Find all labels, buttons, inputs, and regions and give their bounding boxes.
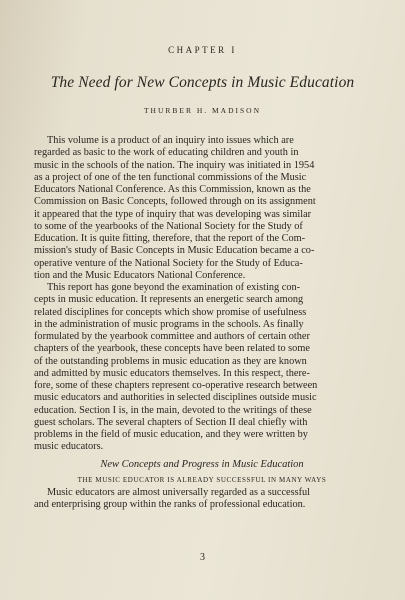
text-line: Commission on Basic Concepts, followed through on its assignment [34,196,316,208]
text-line: music in the schools of the nation. The inquiry was initiated in 1954 [34,159,315,171]
paragraph-1 [34,135,370,282]
chapter-label: CHAPTER I [168,45,237,55]
text-line: and admitted by music educators themselves. In this respect, there- [34,367,310,379]
text-line: it appeared that the type of inquiry that was developing was similar [34,208,312,220]
text-line: guest scholars. The several chapters of Section II deal chiefly with [34,416,308,428]
text-line: related disciplines for concepts which show promise of usefulness [34,306,307,318]
text-line: and enterprising group within the ranks of professional education. [34,499,306,511]
text-line: Music educators are almost universally regarded as a successful [47,487,311,498]
text-line: Educators National Conference. As this Commission, known as the [34,184,311,195]
paragraph-3 [34,487,370,512]
text-line: operative venture of the National Society for the Study of Educa- [34,257,303,269]
text-line: to some of the yearbooks of the National Society for the Study of [34,220,303,232]
subsection-heading: THE MUSIC EDUCATOR IS ALREADY SUCCESSFUL IN MANY WAYS [77,475,327,484]
text-line: chapters of the yearbook, these concepts have been related to some [34,343,310,355]
body-text [34,135,370,512]
text-line: education. Section I is, in the main, devoted to the writings of these [34,404,312,416]
author-name: THURBER H. MADISON [143,106,262,115]
text-line: This report has gone beyond the examination of existing con- [47,282,301,293]
text-line: as a project of one of the ten functional commissions of the Music [34,171,307,183]
text-line: problems in the field of music education, and they were written by [34,429,308,440]
text-line: cepts in music education. It represents an energetic search among [34,294,304,306]
section-heading: New Concepts and Progress in Music Education [100,458,304,470]
text-line: of the outstanding problems in music education as they are known [34,355,307,367]
text-line: music educators. [34,441,104,453]
text-line: formulated by the yearbook committee and authors of certain other [34,331,310,342]
text-line: tion and the Music Educators National Conference. [34,269,246,281]
page-number: 3 [200,552,205,563]
text-line: mission's study of Basic Concepts in Music Education became a co- [34,245,315,257]
paragraph-2 [34,282,370,454]
text-line: regarded as basic to the work of educating children and youth in [34,147,299,159]
text-line: Education. It is quite fitting, therefore, that the report of the Com- [34,233,306,244]
text-line: in the administration of music programs in the schools. As finally [34,318,304,330]
text-line: This volume is a product of an inquiry into issues which are [47,135,294,146]
chapter-title: The Need for New Concepts in Music Education [50,74,355,91]
text-line: fore, some of these chapters represent co-operative research between [34,380,318,391]
text-line: music educators and authorities in selected disciplines outside music [34,392,317,404]
